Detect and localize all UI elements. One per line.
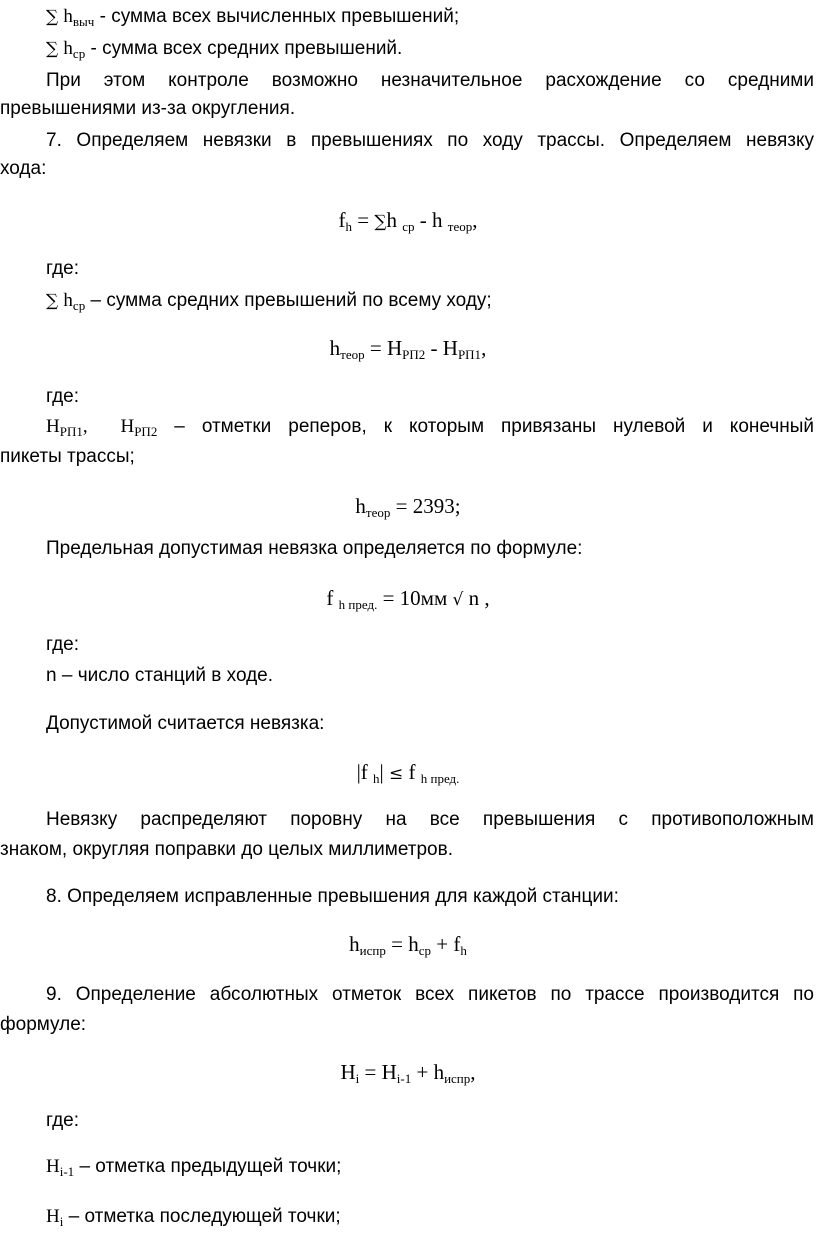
- formula-fh: $f_h = \sum h$ $_{ср}$ - h $_{теор}$,: [338, 208, 478, 234]
- prev-point: $H_{i-1}$ – отметка предыдущей точки;: [46, 1156, 342, 1179]
- distribute-line1: Невязку распределяют поровну на все превышения с противоположным: [46, 809, 814, 830]
- benchmarks-line2: пикеты трассы;: [0, 446, 135, 467]
- where-3: где:: [46, 634, 80, 655]
- item-9-line1: 9. Определение абсолютных отметок всех пикетов по трассе производится по: [46, 984, 814, 1005]
- item-9-line2: формуле:: [0, 1014, 87, 1035]
- item-7-line2: хода:: [0, 158, 47, 179]
- where-1: где:: [46, 258, 80, 279]
- line-sum-all: ∑ $h_{ср}$ – сумма средних превышений по всему ходу;: [46, 290, 492, 313]
- where-4: где:: [46, 1110, 80, 1131]
- paragraph-control-line1: При этом контроле возможно незначительное расхождение со средними: [46, 70, 814, 91]
- next-point: $H_i$ – отметка последующей точки;: [46, 1206, 341, 1229]
- n-definition: n – число станций в ходе.: [46, 665, 274, 686]
- formula-limit: f $_{h пред.}$ = 10мм √ n ,: [326, 586, 490, 612]
- symbol-h-average: $h_{ср}$: [63, 38, 86, 61]
- paragraph-control-line2: превышениями из-за округления.: [0, 98, 296, 119]
- distribute-line2: знаком, округляя поправки до целых миллиметров.: [0, 839, 453, 860]
- item-8: 8. Определяем исправленные превышения для каждой станции:: [46, 886, 619, 907]
- limit-intro: Предельная допустимая невязка определяется по формуле:: [46, 538, 583, 559]
- line-sum-average: ∑ $h_{ср}$ - сумма всех средних превышений.: [46, 38, 403, 61]
- symbol-h-computed: $h_{выч}$: [63, 6, 95, 29]
- formula-h-teor: $h_{теор} = H_{РП2} - H_{РП1}$,: [329, 336, 487, 362]
- benchmarks-line1: $H_{РП1}$, $H_{РП2}$ – отметки реперов, к которым привязаны нулевой и конечный: [46, 416, 814, 439]
- formula-inequality: |f $_h$| ≤ f $_{h пред.}$: [356, 760, 460, 786]
- formula-corrected: $h_{испр} = h_{ср} + f_h$: [349, 932, 467, 958]
- formula-hi: $H_i = H_{i-1} + h_{испр}$,: [340, 1060, 476, 1086]
- admissible-intro: Допустимой считается невязка:: [46, 713, 325, 734]
- item-7-line1: 7. Определяем невязки в превышениях по ходу трассы. Определяем невязку: [46, 130, 814, 151]
- where-2: где:: [46, 386, 80, 407]
- formula-h-teor-value: $h_{теор} = 2393$;: [355, 494, 461, 520]
- line-sum-computed: ∑ $h_{выч}$ - сумма всех вычисленных превышений;: [46, 6, 460, 29]
